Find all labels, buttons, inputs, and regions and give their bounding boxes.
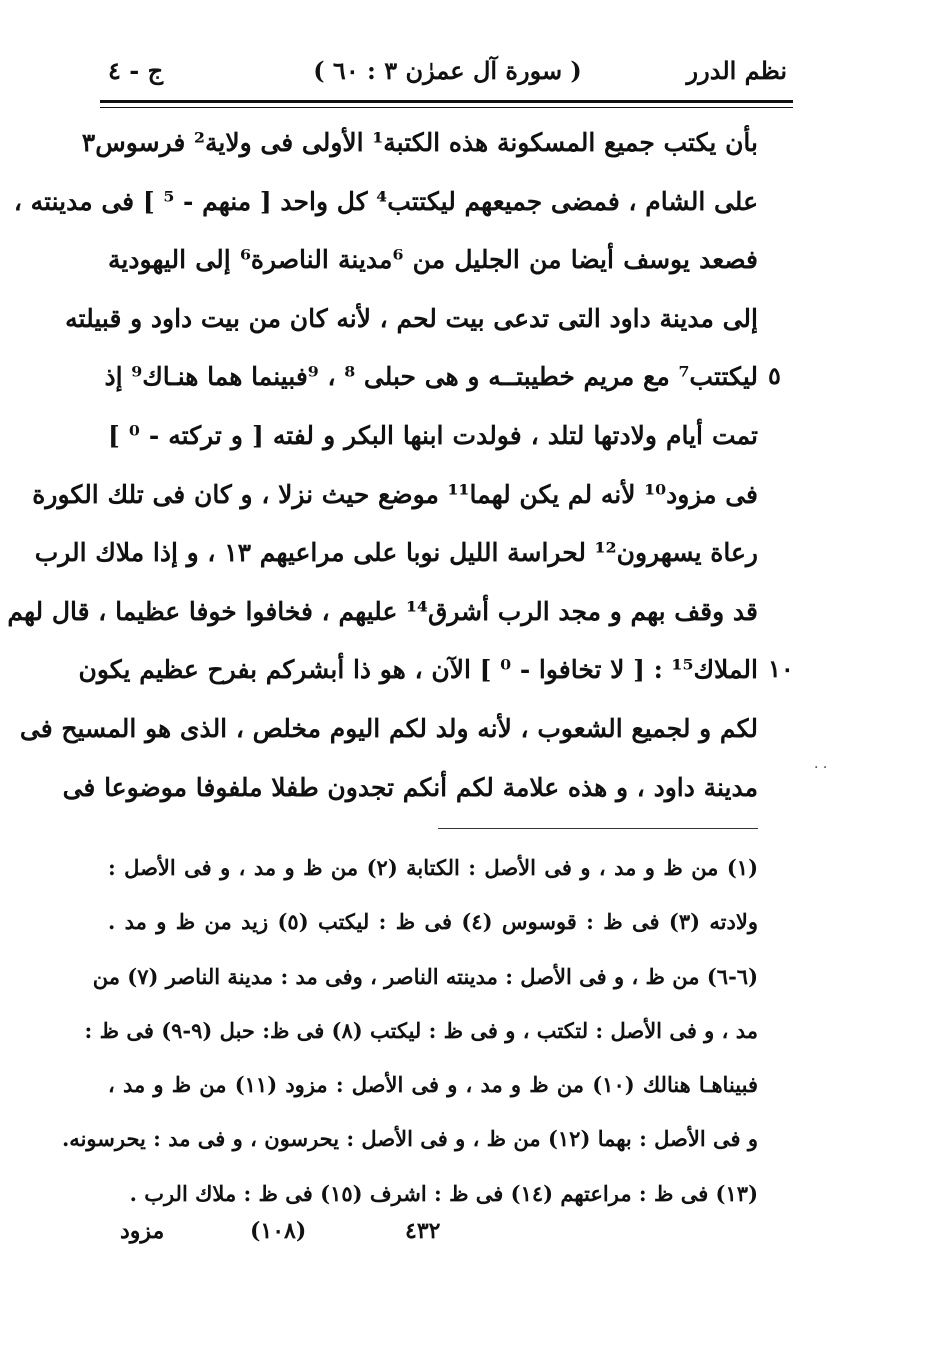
footnote-rule (438, 828, 758, 829)
header-rule-thin (100, 107, 793, 108)
line-number-5: ٥ (768, 361, 781, 390)
running-header (100, 52, 795, 96)
text-line: تمت أيام ولادتها لتلد ، فولدت ابنها البكر و لفته [ و تركته - ⁰ ] (108, 420, 758, 450)
text-line: على الشام ، فمضى جميعهم ليكتتب⁴ كل واحد [ منهم - ⁵ ] فى مدينته ، (13, 186, 758, 216)
text-line: رعاة يسهرون¹² لحراسة الليل نوبا على مراعيهم ١٣ ، و إذا ملاك الرب (34, 538, 758, 568)
text-line: لكم و لجميع الشعوب ، لأنه ولد لكم اليوم مخلص ، الذى هو المسيح فى (19, 713, 758, 743)
header-rule-thick (100, 100, 793, 103)
line-number-10: ١٠ (768, 654, 794, 683)
footnote-line: و فى الأصل : بهما (١٢) من ظ ، و فى الأصل : يحرسون ، و فى مد : يحرسونه. (62, 1126, 758, 1152)
surah-reference: ( سورة آل عمرٰن ٣ : ٦٠ ) (313, 56, 582, 85)
volume-number: ج - ٤ (108, 56, 164, 85)
footnote-line: مد ، و فى الأصل : لتكتب ، و فى ظ : ليكتب (٨) فى ظ: حبل (٩-٩) فى ظ : (84, 1017, 758, 1043)
footnotes (62, 845, 758, 1225)
page-number: ٤٣٢ (405, 1218, 441, 1244)
text-line: بأن يكتب جميع المسكونة هذه الكتبة¹ الأولى فى ولاية² فرسوس٣ (81, 128, 758, 157)
text-line: الملاك¹⁵ : [ لا تخافوا - ⁰ ] الآن ، هو ذا أبشركم بفرح عظيم يكون (78, 655, 758, 685)
text-line: إلى مدينة داود التى تدعى بيت لحم ، لأنه كان من بيت داود و قبيلته (65, 303, 758, 333)
footnote-line: (١٣) فى ظ : مراعتهم (١٤) فى ظ : اشرف (١٥) فى ظ : ملاك الرب . (129, 1180, 758, 1206)
catchword: مزود (120, 1218, 165, 1244)
footnote-line: (٦-٦) من ظ ، و فى الأصل : مدينته الناصر ، وفى مد : مدينة الناصر (٧) من (92, 963, 758, 989)
text-line: فصعد يوسف أيضا من الجليل من ⁶مدينة الناصرة⁶ إلى اليهودية (108, 245, 758, 275)
text-line: مدينة داود ، و هذه علامة لكم أنكم تجدون طفلا ملفوفا موضوعا فى (62, 772, 758, 802)
text-line: فى مزود¹⁰ لأنه لم يكن لهما¹¹ موضع حيث نزلا ، و كان فى تلك الكورة (32, 479, 758, 509)
book-title: نظم الدرر (686, 56, 787, 85)
footnote-line: (١) من ظ و مد ، و فى الأصل : الكتابة (٢) من ظ و مد ، و فى الأصل : (108, 855, 758, 880)
footnote-line: ولادته (٣) فى ظ : قوسوس (٤) فى ظ : ليكتب (٥) زيد من ظ و مد . (108, 909, 758, 935)
page-footer (100, 1218, 795, 1254)
footnote-line: فبيناهـا هنالك (١٠) من ظ و مد ، و فى الأصل : مزود (١١) من ظ و مد ، (108, 1072, 758, 1098)
signature-mark: (١٠٨) (250, 1218, 307, 1244)
main-text (7, 118, 758, 821)
text-line: قد وقف بهم و مجد الرب أشرق¹⁴ عليهم ، فخافوا خوفا عظيما ، قال لهم (7, 596, 758, 626)
text-line: ليكتتب⁷ مع مريم خطيبتــه و هى حبلى ⁸ ، ⁹فبينما هما هنـاك⁹ إذ (104, 362, 758, 392)
margin-mark: · · (814, 760, 828, 776)
